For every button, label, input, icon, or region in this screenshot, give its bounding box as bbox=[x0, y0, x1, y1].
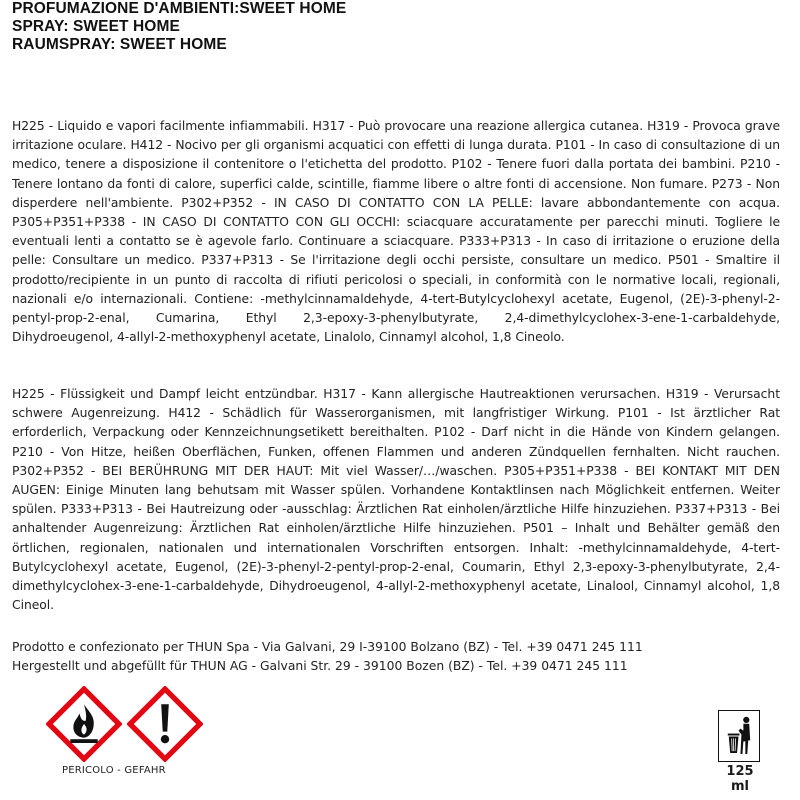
volume-number: 125 bbox=[726, 764, 754, 779]
title-italian: PROFUMAZIONE D'AMBIENTI:SWEET HOME bbox=[12, 0, 347, 17]
flame-icon bbox=[46, 686, 122, 762]
manufacturer-italian: Prodotto e confezionato per THUN Spa - Via Galvani, 29 I-39100 Bolzano (BZ) - Tel. +39 0471 245 111 bbox=[12, 640, 643, 654]
warnings-german: H225 - Flüssigkeit und Dampf leicht entzündbar. H317 - Kann allergische Hautreaktionen verursachen. H319 - Verursacht schwere Augenreizung. H412 - Schädlich für Wasserorganismen, mit langfristiger Wirkung. P101 - Ist ärztlicher Rat erforderlich, Verpackung oder Kennzeichnungsetikett bereithalten. P102 - Darf nicht in die Hände von Kindern gelangen. P210 - Von Hitze, heißen Oberflächen, Funken, offenen Flammen und anderen Zündquellen fernhalten. Nicht rauchen. P302+P352 - BEI BERÜHRUNG MIT DER HAUT: Mit viel Wasser/…/waschen. P305+P351+P338 - BEI KONTAKT MIT DEN AUGEN: Einige Minuten lang behutsam mit Wasser spülen. Vorhandene Kontaktlinsen nach Möglichkeit entfernen. Weiter spülen. P333+P313 - Bei Hautreizung oder -ausschlag: Ärztlichen Rat einholen/ärztliche Hilfe hinzuziehen. P337+P313 - Bei anhaltender Augenreizung: Ärztlichen Rat einholen/ärztliche Hilfe hinzuziehen. P501 – Inhalt und Behälter gemäß den örtlichen, regionalen, nationalen und internationalen Vorschriften entsorgen. Inhalt: -methylcinnamaldehyde, 4-tert-Butylcyclohexyl acetate, Eugenol, (2E)-3-phenyl-2-pentyl-prop-2-enal, Coumarin, Ethyl 2,3-epoxy-3-phenylbutyrate, 2,4-dimethylcyclohex-3-ene-1-carbaldehyde, Dihydroeugenol, 4-allyl-2-methoxyphenyl acetate, Linalool, Cinnamyl alcohol, 1,8 Cineol. bbox=[12, 387, 780, 613]
trash-bin-person-icon bbox=[719, 711, 758, 760]
manufacturer-info bbox=[12, 638, 643, 676]
warnings-italian: H225 - Liquido e vapori facilmente infiammabili. H317 - Può provocare una reazione allergica cutanea. H319 - Provoca grave irritazione oculare. H412 - Nocivo per gli organismi acquatici con effetti di lunga durata. P101 - In caso di consultazione di un medico, tenere a disposizione il contenitore o l'etichetta del prodotto. P102 - Tenere fuori dalla portata dei bambini. P210 - Tenere lontano da fonti di calore, superfici calde, scintille, fiamme libere o altre fonti di accensione. Non fumare. P273 - Non disperdere nell'ambiente. P302+P352 - IN CASO DI CONTATTO CON LA PELLE: lavare abbondantemente con acqua. P305+P351+P338 - IN CASO DI CONTATTO CON GLI OCCHI: sciacquare accuratamente per parecchi minuti. Togliere le eventuali lenti a contatto se è agevole farlo. Continuare a sciacquare. P333+P313 - In caso di irritazione o eruzione della pelle: Consultare un medico. P337+P313 - Se l'irritazione degli occhi persiste, consultare un medico. P501 - Smaltire il prodotto/recipiente in un punto di raccolta di rifiuti pericolosi o speciali, in conformità con le normative locali, regionali, nazionali e/o internazionali. Contiene: -methylcinnamaldehyde, 4-tert-Butylcyclohexyl acetate, Eugenol, (2E)-3-phenyl-2-pentyl-prop-2-enal, Cumarina, Ethyl 2,3-epoxy-3-phenylbutyrate, 2,4-dimethylcyclohex-3-ene-1-carbaldehyde, Dihydroeugenol, 4-allyl-2-methoxyphenyl acetate, Linalolo, Cinnamyl alcohol, 1,8 Cineolo. bbox=[12, 119, 780, 345]
product-titles bbox=[12, 0, 346, 54]
exclamation-icon bbox=[127, 686, 203, 762]
title-english: SPRAY: SWEET HOME bbox=[12, 18, 180, 35]
volume-label bbox=[716, 764, 764, 794]
manufacturer-german: Hergestellt und abgefüllt für THUN AG - Galvani Str. 29 - 39100 Bozen (BZ) - Tel. +39 0471 245 111 bbox=[12, 659, 628, 673]
title-german: RAUMSPRAY: SWEET HOME bbox=[12, 36, 227, 53]
volume-unit: ml bbox=[730, 779, 749, 794]
disposal-box bbox=[718, 710, 760, 762]
hazard-caption: PERICOLO - GEFAHR bbox=[62, 765, 166, 776]
